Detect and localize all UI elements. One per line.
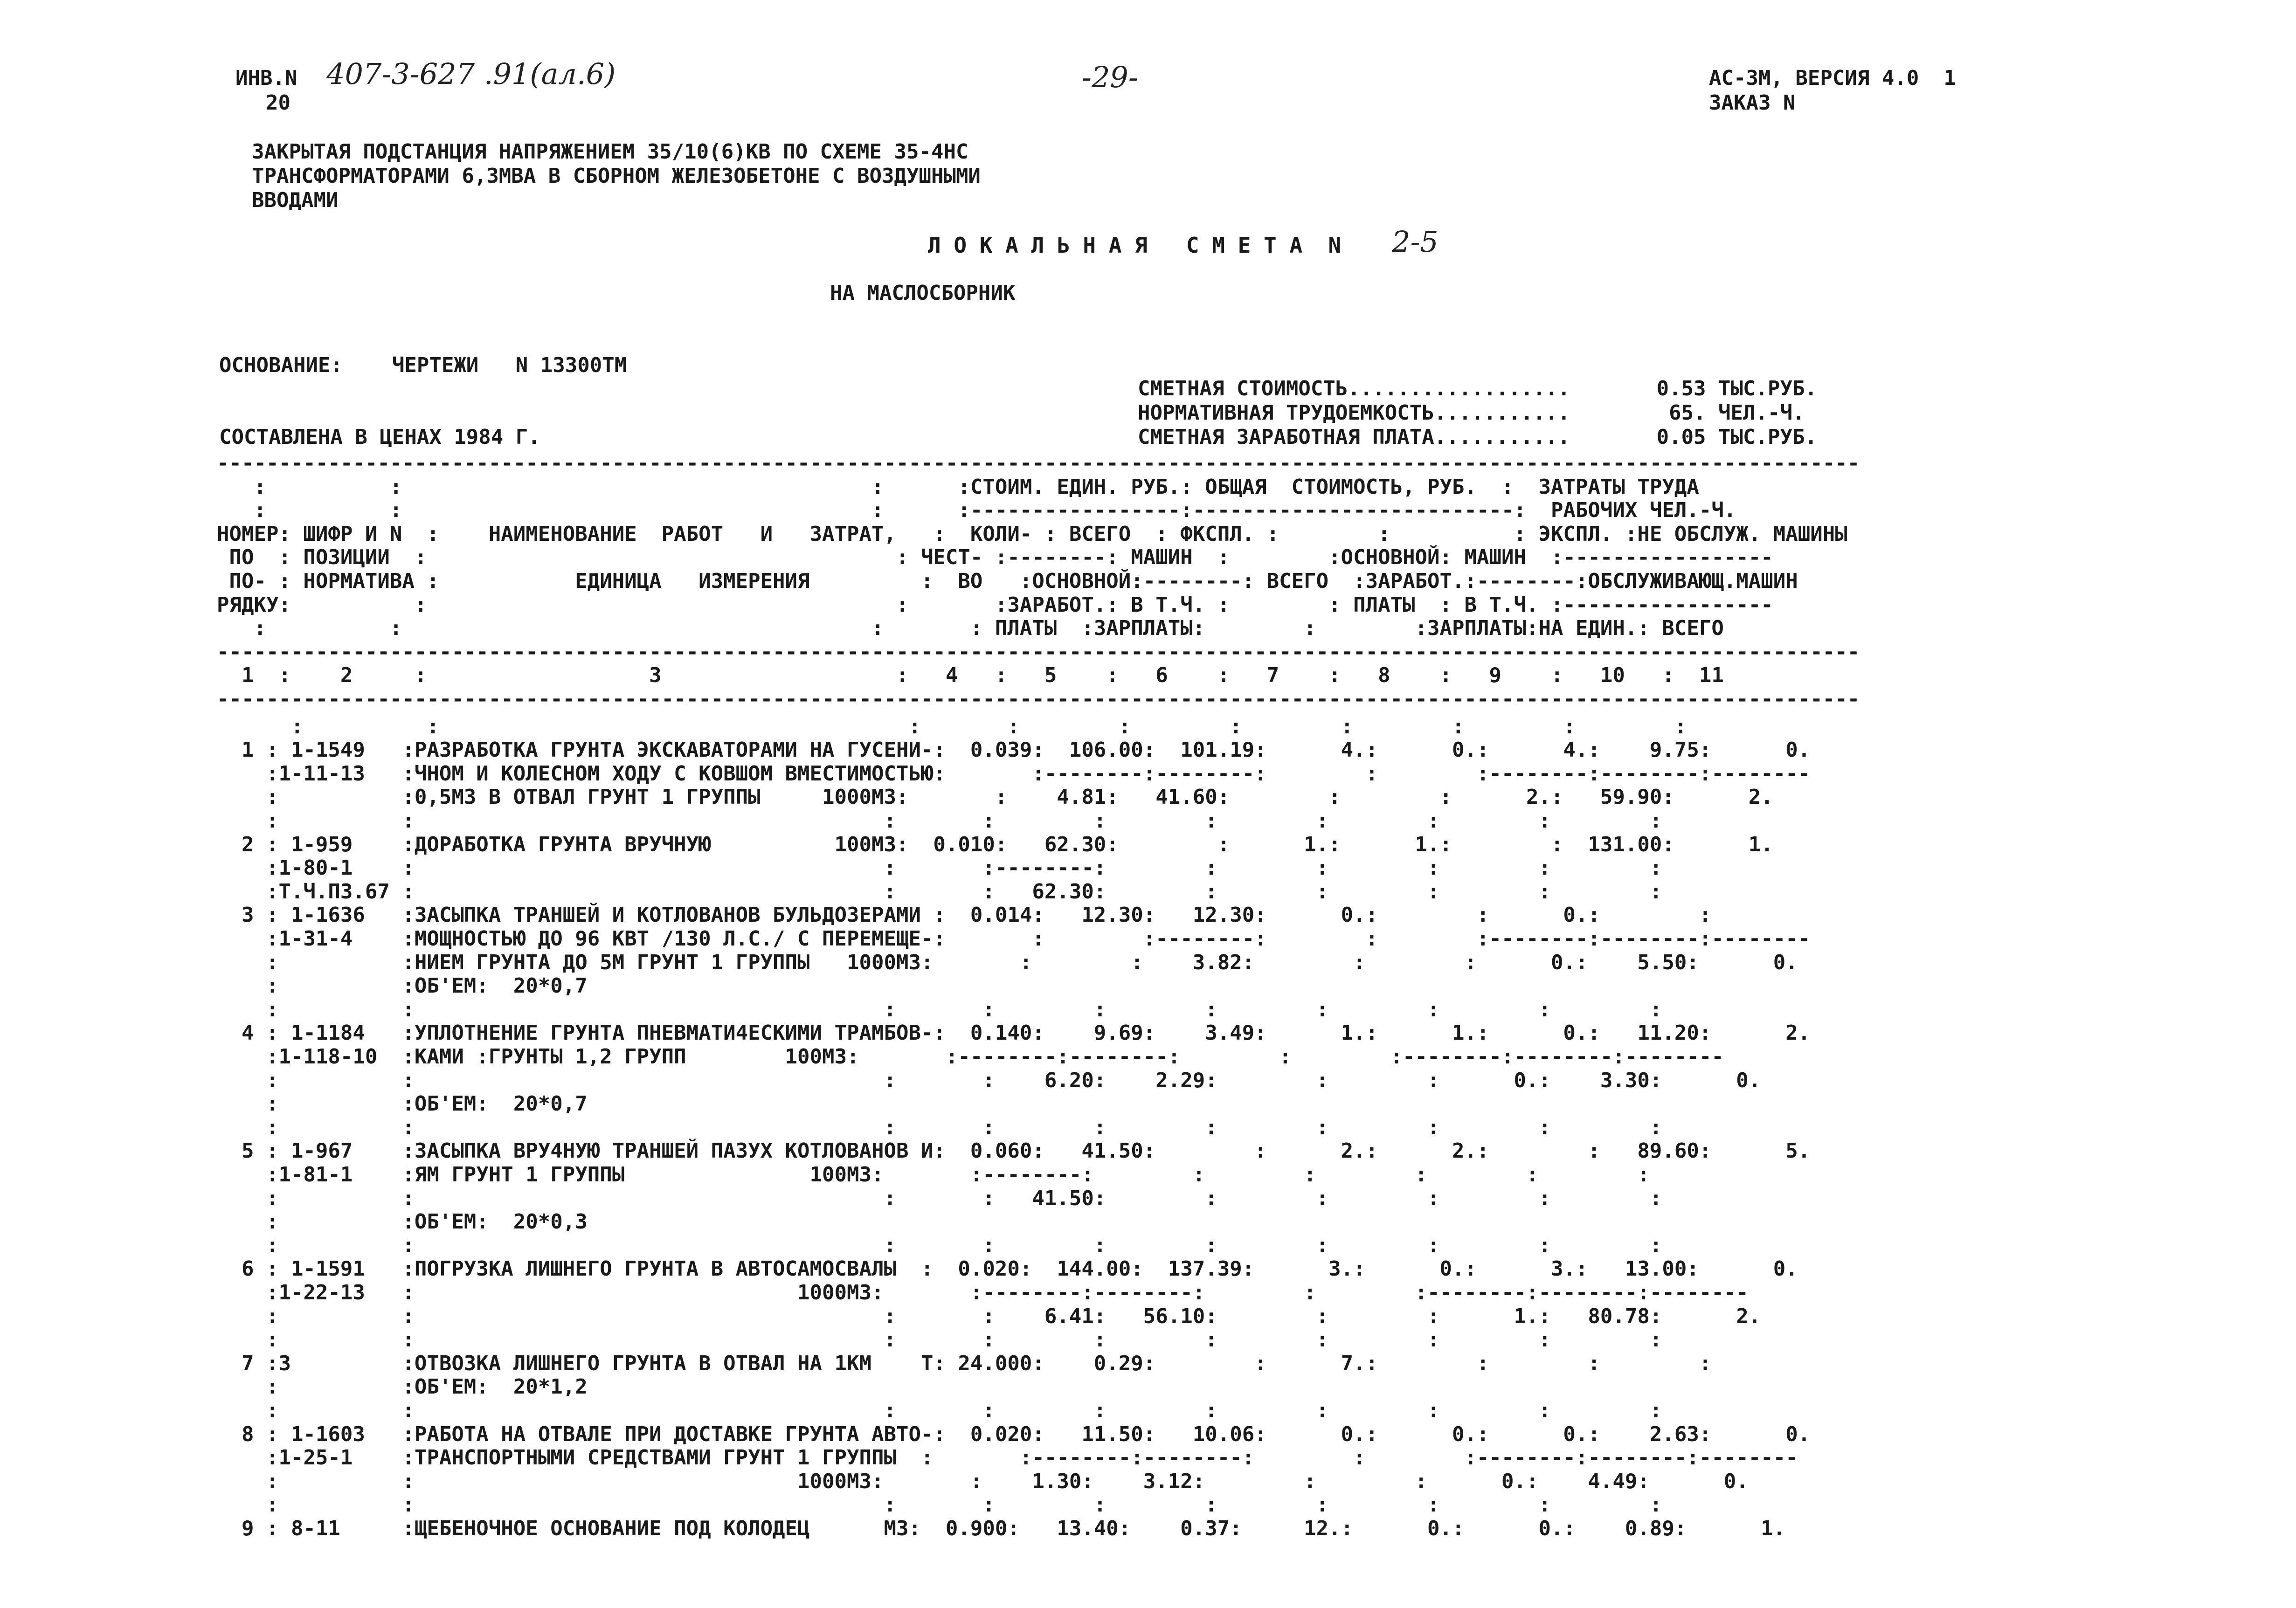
table-row-line: : :ОБ'ЕМ: 20*0,3 <box>217 1210 588 1234</box>
table-row-line: : :ОБ'ЕМ: 20*0,7 <box>217 974 588 998</box>
inventory-label: ИНВ.N <box>235 66 297 90</box>
table-header-line: ПО- : НОРМАТИВА : ЕДИНИЦА ИЗМЕРЕНИЯ : ВО :ОСНОВНОЙ:--------: ВСЕГО :ЗАРАБОТ.:--------:ОБСЛУЖИВАЮЩ.МАШИН <box>217 569 1798 593</box>
table-row-line: 7 :3 :ОТВОЗКА ЛИШНЕГО ГРУНТА В ОТВАЛ НА 1КМ Т: 24.000: 0.29: : 7.: : : : <box>217 1352 1712 1375</box>
table-row-line: 1 : 1-1549 :РАЗРАБОТКА ГРУНТА ЭКСКАВАТОРАМИ НА ГУСЕНИ-: 0.039: 106.00: 101.19: 4.: 0.: 4.: 9.75: 0. <box>217 738 1811 762</box>
table-row-line: 8 : 1-1603 :РАБОТА НА ОТВАЛЕ ПРИ ДОСТАВКЕ ГРУНТА АВТО-: 0.020: 11.50: 10.06: 0.: 0.: 0.: 2.63: 0. <box>217 1422 1811 1446</box>
table-row-line: :1-25-1 :ТРАНСПОРТНЫМИ СРЕДСТВАМИ ГРУНТ 1 ГРУППЫ : :--------:--------: : :--------:--------:-------- <box>217 1446 1798 1470</box>
table-row-line: : : : : : : : : : : <box>217 1399 1662 1422</box>
table-row-line: : : : : : : : : : : <box>217 809 1662 833</box>
table-row-line: 6 : 1-1591 :ПОГРУЗКА ЛИШНЕГО ГРУНТА В АВТОСАМОСВАЛЫ : 0.020: 144.00: 137.39: 3.: 0.: 3.: 13.00: 0. <box>217 1257 1798 1281</box>
price-basis: СОСТАВЛЕНА В ЦЕНАХ 1984 Г. <box>219 425 540 449</box>
table-header-line: РЯДКУ: : : :ЗАРАБОТ.: В Т.Ч. : : ПЛАТЫ : В Т.Ч. :----------------- <box>217 593 1773 617</box>
table-row-line: :1-31-4 :МОЩНОСТЬЮ ДО 96 КВТ /130 Л.С./ С ПЕРЕМЕЩЕ-: : :--------: : :--------:--------:-------- <box>217 927 1811 951</box>
table-row-line: : :0,5М3 В ОТВАЛ ГРУНТ 1 ГРУППЫ 1000М3: : 4.81: 41.60: : : 2.: 59.90: 2. <box>217 785 1773 809</box>
project-title-line-3: ВВОДАМИ <box>252 188 339 212</box>
table-header-line: ------------------------------------------------------------------------------------------------------------------------------------- <box>217 640 1860 664</box>
estimate-number-handwritten: 2-5 <box>1392 225 1438 259</box>
table-row-line: :1-22-13 : 1000М3: :--------:--------: : :--------:--------:-------- <box>217 1281 1749 1304</box>
order-label: ЗАКАЗ N <box>1709 91 1796 115</box>
table-header-line: ПО : ПОЗИЦИИ : : ЧЕСТ- :--------: МАШИН : :ОСНОВНОЙ: МАШИН :----------------- <box>217 545 1773 569</box>
summary-cost: СМЕТНАЯ СТОИМОСТЬ.................. 0.53 ТЫС.РУБ. <box>1138 377 1817 400</box>
table-row-line: :1-11-13 :ЧНОМ И КОЛЕСНОМ ХОДУ С КОВШОМ ВМЕСТИМОСТЬЮ: :--------:--------: : :--------:--------:-------- <box>217 762 1811 786</box>
table-row-line: :1-81-1 :ЯМ ГРУНТ 1 ГРУППЫ 100М3: :--------: : : : : : <box>217 1163 1650 1187</box>
basis-line: ОСНОВАНИЕ: ЧЕРТЕЖИ N 13300ТМ <box>219 353 627 377</box>
table-header-line: НОМЕР: ШИФР И N : НАИМЕНОВАНИЕ РАБОТ И ЗАТРАТ, : КОЛИ- : ВСЕГО : ФКСПЛ. : : : ЭКСПЛ. :НЕ ОБСЛУЖ. МАШИНЫ <box>217 522 1847 546</box>
estimate-title: Л О К А Л Ь Н А Я С М Е Т А N <box>928 233 1342 258</box>
project-title-line-1: ЗАКРЫТАЯ ПОДСТАНЦИЯ НАПРЯЖЕНИЕМ 35/10(6)КВ ПО СХЕМЕ 35-4НС <box>252 140 968 164</box>
table-row-line: :1-80-1 : : :--------: : : : : : <box>217 856 1662 880</box>
table-row-line: : : 1000М3: : 1.30: 3.12: : : 0.: 4.49: 0. <box>217 1470 1749 1493</box>
table-header-line: : : : : ПЛАТЫ :ЗАРПЛАТЫ: : :ЗАРПЛАТЫ:НА ЕДИН.: ВСЕГО <box>217 616 1724 640</box>
table-row-line: : : : : 6.20: 2.29: : : 0.: 3.30: 0. <box>217 1069 1761 1092</box>
estimate-subject: НА МАСЛОСБОРНИК <box>830 281 1016 305</box>
table-row-line: : : : : : : : : : : <box>217 1234 1662 1257</box>
inventory-number-handwritten: 407-3-627 .91(ал.6) <box>326 57 616 91</box>
table-row-line: 3 : 1-1636 :ЗАСЫПКА ТРАНШЕЙ И КОТЛОВАНОВ БУЛЬДОЗЕРАМИ : 0.014: 12.30: 12.30: 0.: : 0.: : <box>217 903 1712 927</box>
page-number-handwritten: -29- <box>1082 60 1138 94</box>
table-row-line: : : : : : : : : : : <box>217 998 1662 1021</box>
project-title-line-2: ТРАНСФОРМАТОРАМИ 6,3МВА В СБОРНОМ ЖЕЛЕЗОБЕТОНЕ С ВОЗДУШНЫМИ <box>252 164 981 188</box>
table-row-line: : : : : 41.50: : : : : : <box>217 1187 1662 1210</box>
table-row-line: : :НИЕМ ГРУНТА ДО 5М ГРУНТ 1 ГРУППЫ 1000М3: : : 3.82: : : 0.: 5.50: 0. <box>217 951 1798 974</box>
software-version: АС-3М, ВЕРСИЯ 4.0 1 <box>1709 66 1956 90</box>
summary-wages: СМЕТНАЯ ЗАРАБОТНАЯ ПЛАТА........... 0.05 ТЫС.РУБ. <box>1138 425 1817 449</box>
table-row-line: : :ОБ'ЕМ: 20*0,7 <box>217 1092 588 1116</box>
table-row-line: : : : : : : : : : : <box>217 715 1687 738</box>
table-row-line: : : : : : : : : : : <box>217 1493 1662 1517</box>
table-row-line: : : : : : : : : : : <box>217 1328 1662 1352</box>
table-row-line: : : : : 6.41: 56.10: : : 1.: 80.78: 2. <box>217 1304 1761 1328</box>
table-row-line: : :ОБ'ЕМ: 20*1,2 <box>217 1375 588 1399</box>
table-row-line: 2 : 1-959 :ДОРАБОТКА ГРУНТА ВРУЧНУЮ 100М3: 0.010: 62.30: : 1.: 1.: : 131.00: 1. <box>217 833 1773 856</box>
table-row-line: :1-118-10 :КАМИ :ГРУНТЫ 1,2 ГРУПП 100М3: :--------:--------: : :--------:--------:-------- <box>217 1045 1724 1069</box>
table-header-line: : : : :-----------------:--------------------------: РАБОЧИХ ЧЕЛ.-Ч. <box>217 498 1736 522</box>
table-header-line: 1 : 2 : 3 : 4 : 5 : 6 : 7 : 8 : 9 : 10 : 11 <box>217 663 1724 687</box>
table-row-line: 4 : 1-1184 :УПЛОТНЕНИЕ ГРУНТА ПНЕВМАТИ4ЕСКИМИ ТРАМБОВ-: 0.140: 9.69: 3.49: 1.: 1.: 0.: 11.20: 2. <box>217 1021 1811 1045</box>
table-header-line: : : : :СТОИМ. ЕДИН. РУБ.: ОБЩАЯ СТОИМОСТЬ, РУБ. : ЗАТРАТЫ ТРУДА <box>217 475 1699 499</box>
sheet-number: 20 <box>266 91 290 115</box>
table-row-line: :Т.Ч.П3.67 : : : 62.30: : : : : : <box>217 880 1662 904</box>
table-row-line: 5 : 1-967 :ЗАСЫПКА ВРУ4НУЮ ТРАНШЕЙ ПАЗУХ КОТЛОВАНОВ И: 0.060: 41.50: : 2.: 2.: : 89.60: 5. <box>217 1139 1811 1163</box>
table-header-line: ------------------------------------------------------------------------------------------------------------------------------------- <box>217 451 1860 475</box>
table-row-line: : : : : : : : : : : <box>217 1116 1662 1139</box>
summary-labor: НОРМАТИВНАЯ ТРУДОЕМКОСТЬ........... 65. ЧЕЛ.-Ч. <box>1138 401 1805 425</box>
table-row-line: 9 : 8-11 :ЩЕБЕНОЧНОЕ ОСНОВАНИЕ ПОД КОЛОДЕЦ М3: 0.900: 13.40: 0.37: 12.: 0.: 0.: 0.89: 1. <box>217 1517 1786 1540</box>
table-header-line: ------------------------------------------------------------------------------------------------------------------------------------- <box>217 687 1860 711</box>
